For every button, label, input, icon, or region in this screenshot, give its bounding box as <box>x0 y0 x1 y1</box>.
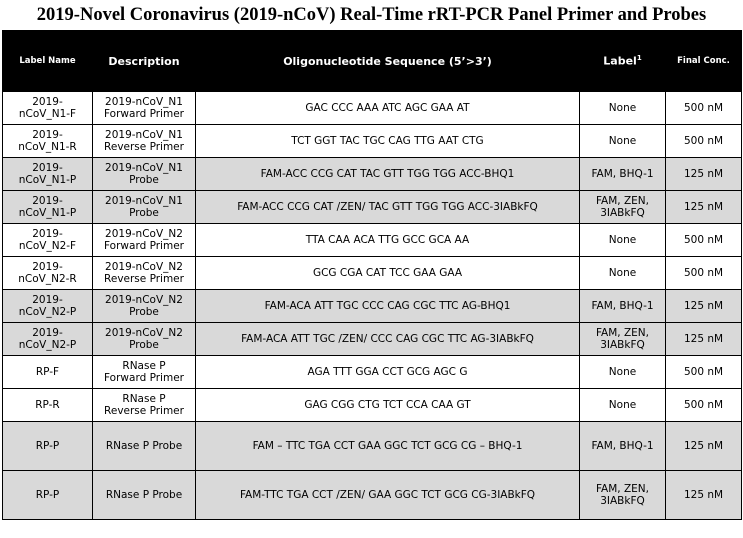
cell-final-conc: 125 nM <box>666 471 742 520</box>
cell-label-line: None <box>608 135 637 147</box>
cell-description-line: Reverse Primer <box>104 141 184 153</box>
page-title: 2019-Novel Coronavirus (2019-nCoV) Real-Time rRT-PCR Panel Primer and Probes <box>36 5 707 25</box>
cell-final-conc: 125 nM <box>666 290 742 323</box>
cell-final-conc: 125 nM <box>666 422 742 471</box>
cell-label-line: FAM, ZEN, <box>595 195 649 207</box>
cell-label-line: FAM, BHQ-1 <box>591 300 654 312</box>
cell-description <box>93 125 196 158</box>
cell-sequence: FAM-ACA ATT TGC CCC CAG CGC TTC AG-BHQ1 <box>196 290 580 323</box>
cell-label-name-line: 2019- <box>32 195 63 207</box>
cell-label-name <box>3 257 93 290</box>
cell-description-line: Forward Primer <box>104 108 184 120</box>
cell-sequence: FAM-ACC CCG CAT TAC GTT TGG TGG ACC-BHQ1 <box>196 158 580 191</box>
cell-label-name-line: nCoV_N1-P <box>18 207 77 219</box>
cell-sequence: FAM – TTC TGA CCT GAA GGC TCT GCG CG – BHQ-1 <box>196 422 580 471</box>
cell-sequence: GCG CGA CAT TCC GAA GAA <box>196 257 580 290</box>
cell-sequence: FAM-TTC TGA CCT /ZEN/ GAA GGC TCT GCG CG-3IABkFQ <box>196 471 580 520</box>
header-label-text: Label <box>603 54 637 68</box>
cell-label-name-line: 2019- <box>32 162 63 174</box>
cell-description-line: RNase P <box>122 393 166 405</box>
cell-label <box>580 471 666 520</box>
cell-description-line: 2019-nCoV_N2 <box>105 261 183 273</box>
cell-description <box>93 290 196 323</box>
header-row <box>3 31 742 92</box>
table-body <box>3 92 742 520</box>
cell-label-name <box>3 125 93 158</box>
cell-description <box>93 257 196 290</box>
cell-description-line: Probe <box>129 306 159 318</box>
cell-final-conc: 500 nM <box>666 125 742 158</box>
cell-description-line: RNase P Probe <box>105 489 183 501</box>
cell-description-line: Probe <box>129 339 159 351</box>
cell-label-line: FAM, ZEN, <box>595 483 649 495</box>
cell-description-line: 2019-nCoV_N2 <box>105 327 183 339</box>
header-description: Description <box>93 31 196 92</box>
table-row <box>3 323 742 356</box>
cell-label <box>580 389 666 422</box>
cell-description-line: RNase P Probe <box>105 440 183 452</box>
cell-description <box>93 389 196 422</box>
table-row <box>3 422 742 471</box>
cell-label <box>580 92 666 125</box>
cell-label <box>580 422 666 471</box>
cell-label-name-line: 2019- <box>32 96 63 108</box>
cell-label-line: None <box>608 399 637 411</box>
table-row <box>3 158 742 191</box>
cell-sequence: GAG CGG CTG TCT CCA CAA GT <box>196 389 580 422</box>
cell-label <box>580 224 666 257</box>
cell-label-line: FAM, ZEN, <box>595 327 649 339</box>
cell-final-conc: 500 nM <box>666 257 742 290</box>
cell-description-line: Forward Primer <box>104 372 184 384</box>
table-row <box>3 471 742 520</box>
cell-final-conc: 125 nM <box>666 191 742 224</box>
cell-label-name-line: RP-R <box>35 399 60 411</box>
cell-description-line: 2019-nCoV_N2 <box>105 228 183 240</box>
cell-label-name-line: RP-P <box>35 440 60 452</box>
cell-label-name <box>3 389 93 422</box>
cell-label <box>580 158 666 191</box>
cell-sequence: TTA CAA ACA TTG GCC GCA AA <box>196 224 580 257</box>
cell-label-name <box>3 290 93 323</box>
table-row <box>3 125 742 158</box>
cell-description-line: Reverse Primer <box>104 273 184 285</box>
cell-label-name-line: nCoV_N1-P <box>18 174 77 186</box>
cell-label-line: 3IABkFQ <box>600 207 645 219</box>
table-row <box>3 224 742 257</box>
cell-description-line: 2019-nCoV_N1 <box>105 96 183 108</box>
cell-sequence: FAM-ACC CCG CAT /ZEN/ TAC GTT TGG TGG ACC-3IABkFQ <box>196 191 580 224</box>
cell-final-conc: 500 nM <box>666 92 742 125</box>
header-final-conc: Final Conc. <box>666 31 742 92</box>
cell-description-line: Reverse Primer <box>104 405 184 417</box>
cell-sequence: FAM-ACA ATT TGC /ZEN/ CCC CAG CGC TTC AG-3IABkFQ <box>196 323 580 356</box>
cell-label-name-line: nCoV_N1-F <box>18 108 77 120</box>
cell-description <box>93 356 196 389</box>
cell-label-name <box>3 191 93 224</box>
cell-description-line: RNase P <box>122 360 166 372</box>
cell-label-line: None <box>608 234 637 246</box>
cell-label <box>580 356 666 389</box>
cell-label <box>580 125 666 158</box>
cell-label-name <box>3 92 93 125</box>
cell-label-name-line: nCoV_N2-P <box>18 306 77 318</box>
table-row <box>3 92 742 125</box>
cell-label-name-line: 2019- <box>32 261 63 273</box>
cell-label-name <box>3 323 93 356</box>
header-label-name: Label Name <box>3 31 93 92</box>
table-row <box>3 257 742 290</box>
cell-description-line: 2019-nCoV_N1 <box>105 195 183 207</box>
cell-label-name-line: nCoV_N1-R <box>18 141 77 153</box>
cell-label <box>580 323 666 356</box>
cell-label-line: FAM, BHQ-1 <box>591 440 654 452</box>
cell-description <box>93 323 196 356</box>
cell-sequence: AGA TTT GGA CCT GCG AGC G <box>196 356 580 389</box>
cell-description-line: 2019-nCoV_N1 <box>105 129 183 141</box>
cell-description-line: Probe <box>129 174 159 186</box>
cell-description <box>93 92 196 125</box>
cell-description <box>93 224 196 257</box>
cell-label-name-line: 2019- <box>32 327 63 339</box>
cell-label-name-line: RP-F <box>35 366 60 378</box>
cell-label-line: None <box>608 102 637 114</box>
cell-label-line: None <box>608 267 637 279</box>
cell-label-line: None <box>608 366 637 378</box>
cell-final-conc: 500 nM <box>666 224 742 257</box>
cell-description <box>93 158 196 191</box>
cell-label-name <box>3 224 93 257</box>
table-row <box>3 356 742 389</box>
cell-label-name <box>3 471 93 520</box>
cell-label-name <box>3 422 93 471</box>
cell-description-line: 2019-nCoV_N1 <box>105 162 183 174</box>
cell-description-line: Probe <box>129 207 159 219</box>
cell-final-conc: 125 nM <box>666 158 742 191</box>
cell-final-conc: 125 nM <box>666 323 742 356</box>
cell-final-conc: 500 nM <box>666 389 742 422</box>
cell-sequence: GAC CCC AAA ATC AGC GAA AT <box>196 92 580 125</box>
cell-label-name-line: nCoV_N2-F <box>18 240 77 252</box>
cell-description-line: Forward Primer <box>104 240 184 252</box>
header-sequence: Oligonucleotide Sequence (5’>3’) <box>196 31 580 92</box>
cell-label-line: 3IABkFQ <box>600 339 645 351</box>
primer-probe-table <box>2 30 742 520</box>
table-row <box>3 191 742 224</box>
cell-label-name <box>3 158 93 191</box>
cell-final-conc: 500 nM <box>666 356 742 389</box>
cell-label-line: FAM, BHQ-1 <box>591 168 654 180</box>
table-row <box>3 389 742 422</box>
cell-label-name-line: 2019- <box>32 294 63 306</box>
cell-label <box>580 191 666 224</box>
cell-label <box>580 257 666 290</box>
cell-label-name-line: RP-P <box>35 489 60 501</box>
cell-label-name-line: nCoV_N2-P <box>18 339 77 351</box>
cell-label-line: 3IABkFQ <box>600 495 645 507</box>
header-label-footnote: 1 <box>636 54 642 63</box>
cell-description-line: 2019-nCoV_N2 <box>105 294 183 306</box>
cell-description <box>93 422 196 471</box>
cell-label-name-line: nCoV_N2-R <box>18 273 77 285</box>
cell-sequence: TCT GGT TAC TGC CAG TTG AAT CTG <box>196 125 580 158</box>
cell-label-name-line: 2019- <box>32 129 63 141</box>
header-label <box>580 31 666 92</box>
cell-label-name-line: 2019- <box>32 228 63 240</box>
cell-description <box>93 471 196 520</box>
table-row <box>3 290 742 323</box>
cell-description <box>93 191 196 224</box>
cell-label <box>580 290 666 323</box>
cell-label-name <box>3 356 93 389</box>
